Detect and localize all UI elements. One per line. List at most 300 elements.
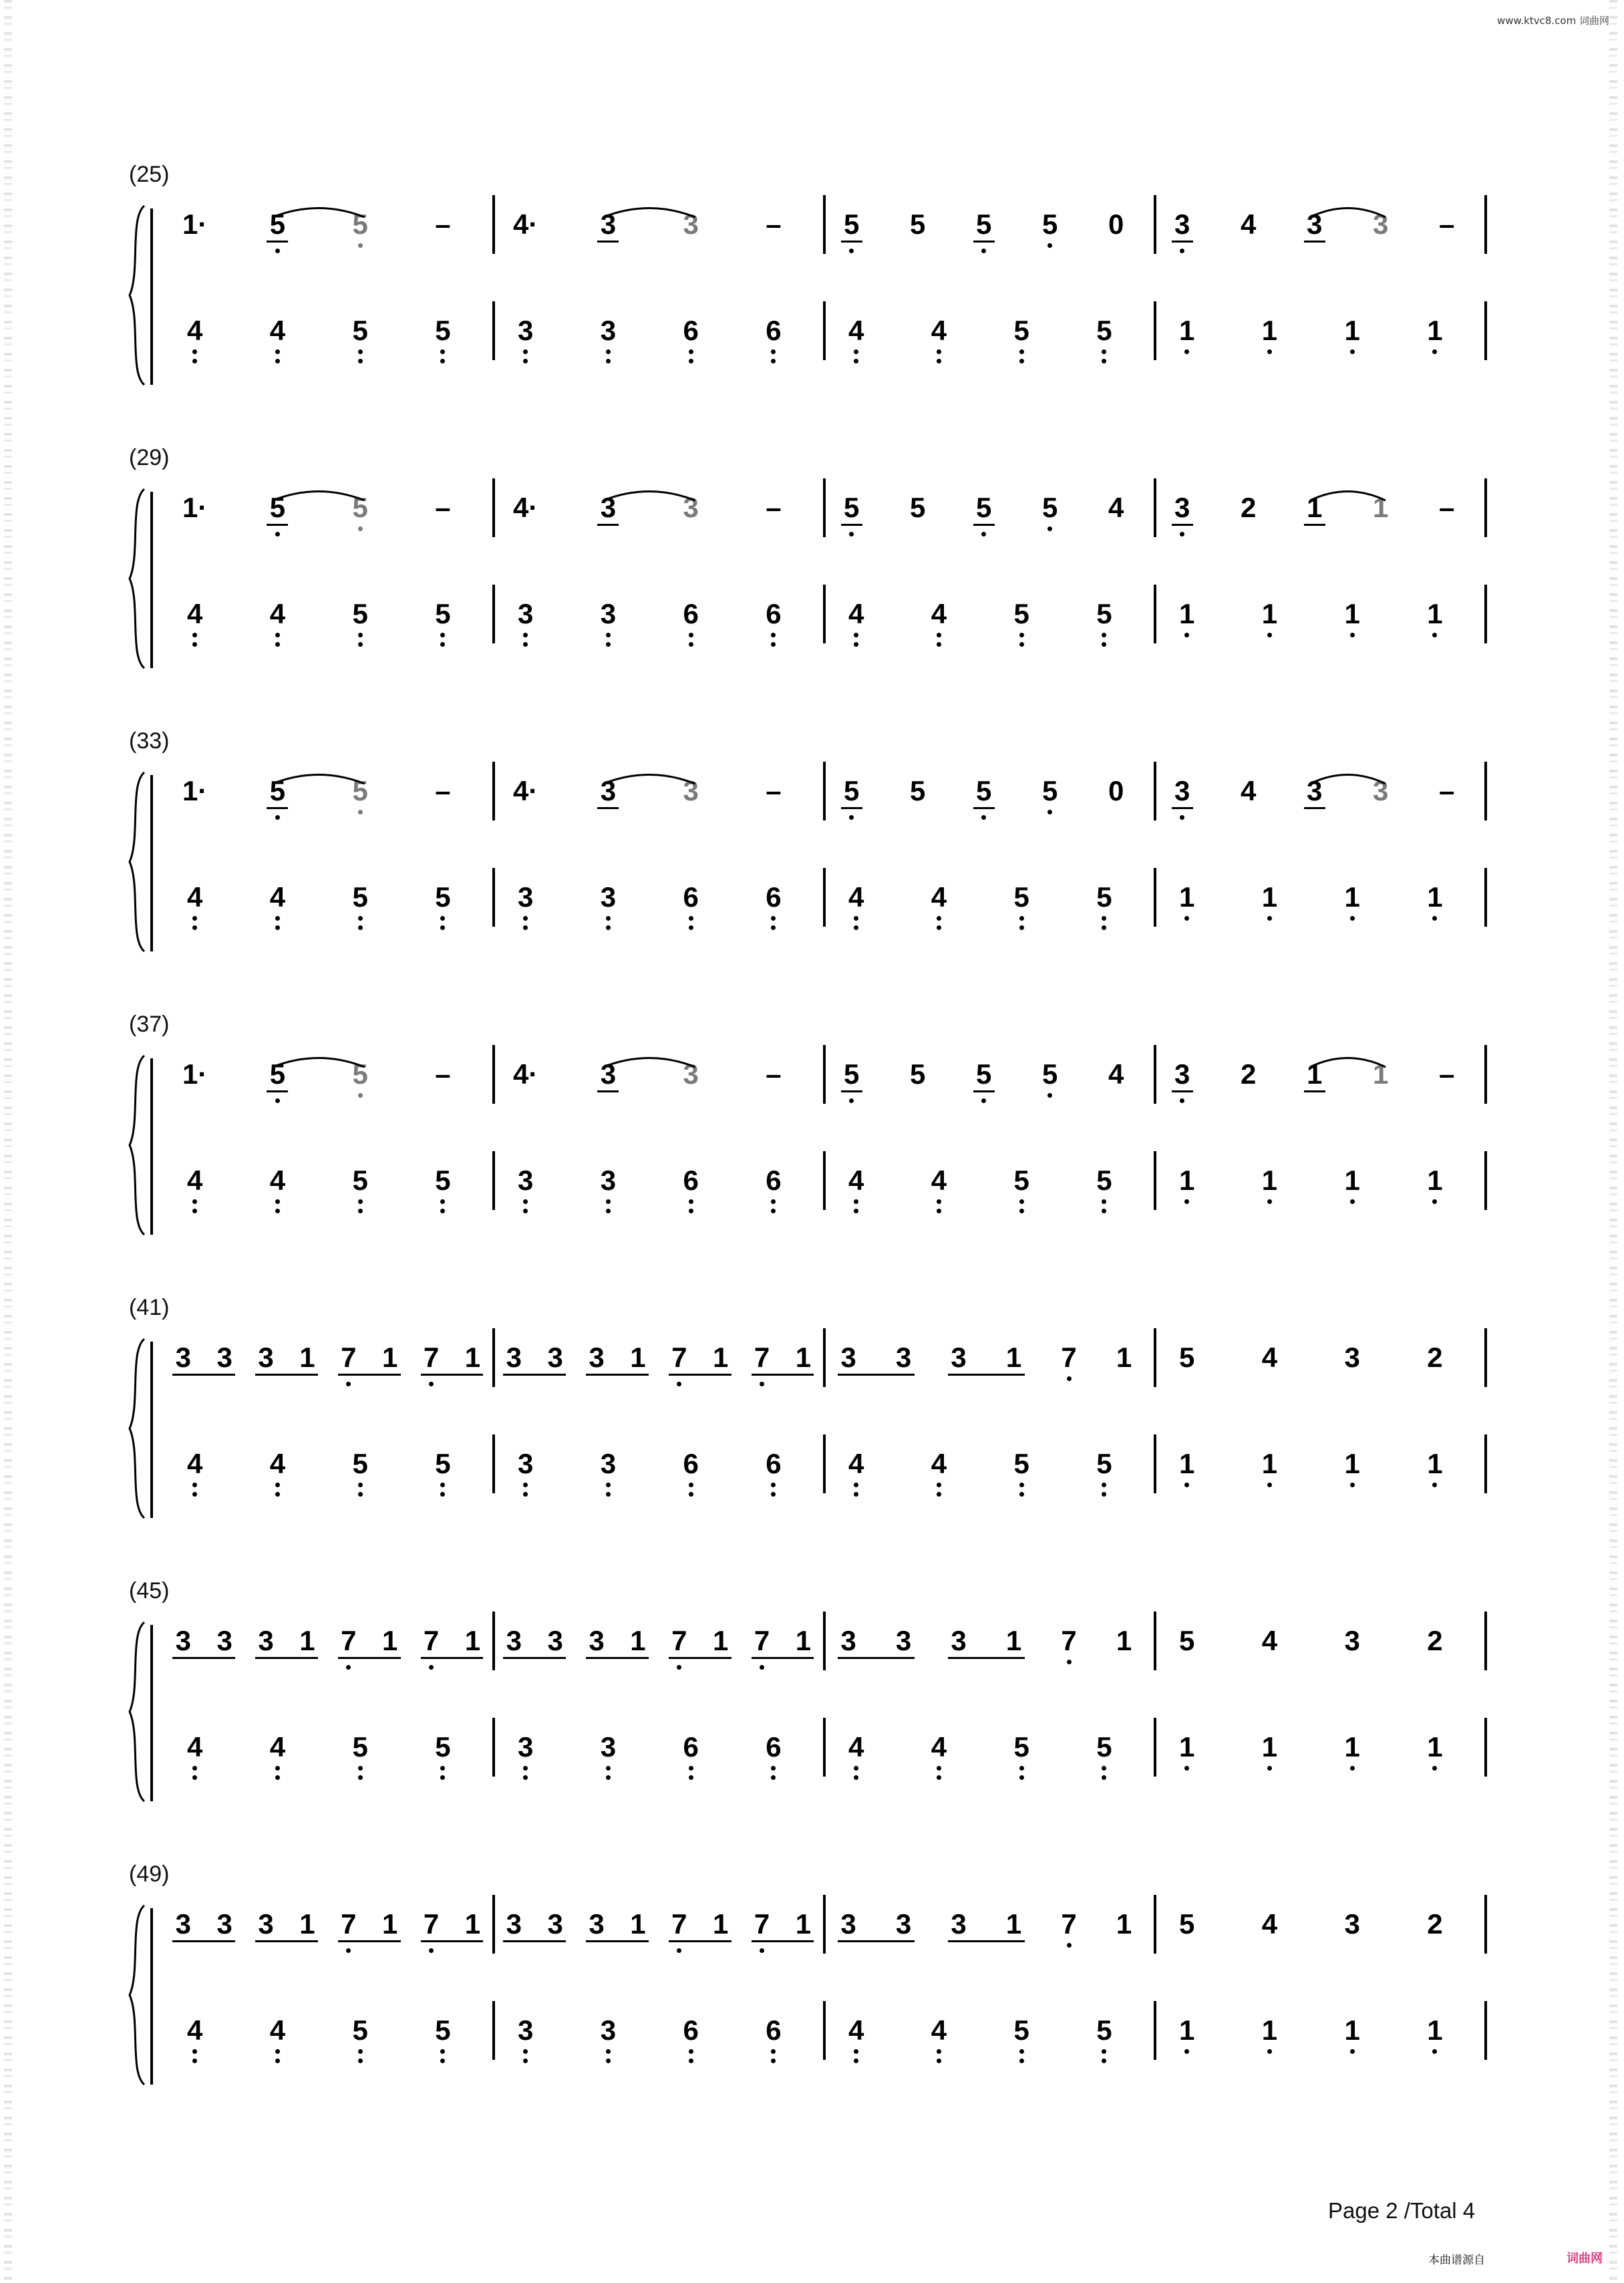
octave-dot [1184,916,1189,921]
bass-note: 1 [1178,1448,1195,1479]
treble-note: 2 [1427,1908,1443,1940]
octave-dot [192,925,197,930]
barline [1484,868,1487,927]
bass-note: 4 [848,315,864,346]
octave-dot [1432,349,1437,354]
bass-note: 1 [1427,881,1443,913]
treble-note: 1 [795,1342,812,1373]
bass-note: 1 [1427,1731,1443,1763]
octave-dot [440,1766,445,1771]
bass-note: 3 [600,2014,617,2046]
bass-note: 5 [1013,315,1029,346]
octave-dot [358,642,363,647]
octave-dot [1102,1199,1106,1204]
octave-dot [192,2049,197,2054]
bass-note: 1 [1427,1165,1443,1196]
octave-dot [192,1483,197,1487]
octave-dot [358,810,363,814]
octave-dot [1067,1376,1072,1381]
octave-dot [606,1483,611,1487]
treble-note: 3 [840,1625,856,1656]
octave-dot [689,925,693,930]
octave-dot [1019,2059,1024,2063]
octave-dot [771,1766,776,1771]
octave-dot [275,1775,280,1780]
octave-dot [606,359,611,363]
bass-note: 3 [517,1731,534,1763]
octave-dot [771,2049,776,2054]
barline [492,1328,495,1387]
octave-dot [523,1199,528,1204]
treble-note: 0 [1108,208,1124,240]
octave-dot [275,1766,280,1771]
octave-dot [440,1775,445,1780]
treble-note: 5 [352,492,368,523]
eighth-note-underline [503,1940,566,1942]
bass-note: 5 [1096,598,1112,629]
treble-note: 3 [1174,1058,1190,1090]
treble-note: 7 [1061,1908,1077,1940]
treble-note: 1· [182,775,208,806]
octave-dot [429,1948,434,1953]
octave-dot [192,1209,197,1213]
bass-note: 3 [517,1448,534,1479]
treble-note: 1 [1116,1625,1132,1656]
eighth-note-underline [973,1090,995,1092]
octave-dot [689,2049,693,2054]
barline [1154,1612,1156,1670]
barline [1484,1895,1487,1954]
treble-note: 5 [1178,1625,1195,1656]
octave-dot [1184,1766,1189,1771]
octave-dot [358,1093,363,1098]
barline [492,301,495,360]
treble-note: 7 [1061,1625,1077,1656]
barline [823,478,826,537]
treble-note: 5 [352,775,368,806]
tie-arc [271,203,367,219]
treble-note: 3 [216,1908,232,1940]
octave-dot [1102,349,1106,354]
octave-dot [937,1492,941,1497]
octave-dot [358,1209,363,1213]
eighth-note-underline [172,1657,235,1659]
octave-dot [981,1098,986,1103]
octave-dot [523,2049,528,2054]
barline [1154,478,1156,537]
octave-dot [1432,1483,1437,1487]
treble-note: – [435,492,451,523]
octave-dot [1019,349,1024,354]
bass-note: 5 [352,1731,368,1763]
octave-dot [689,1775,693,1780]
octave-dot [358,916,363,921]
octave-dot [606,925,611,930]
bass-note: 1 [1178,881,1195,913]
octave-dot [1102,1483,1106,1487]
treble-note: 5 [1042,208,1058,240]
bass-note: 4 [186,881,203,913]
octave-dot [1350,349,1355,354]
octave-dot [689,1492,693,1497]
octave-dot [1350,1199,1355,1204]
bass-note: 3 [600,315,617,346]
octave-dot [606,642,611,647]
octave-dot [440,2049,445,2054]
octave-dot [440,1199,445,1204]
bass-note: 5 [1013,881,1029,913]
bass-note: 1 [1427,2014,1443,2046]
bass-note: 6 [683,315,699,346]
bass-note: 6 [683,881,699,913]
eighth-note-underline [338,1374,401,1376]
treble-note: 5 [844,775,860,806]
octave-dot [523,633,528,637]
octave-dot [689,349,693,354]
treble-note: 1· [182,208,208,240]
treble-note: – [766,1058,782,1090]
system-start-barline [150,1625,153,1801]
treble-note: 1 [795,1908,812,1940]
treble-note: 7 [423,1342,440,1373]
octave-dot [440,2059,445,2063]
barline [492,868,495,927]
bass-note: 3 [517,2014,534,2046]
barline [1484,1328,1487,1387]
bass-note: 4 [848,598,864,629]
octave-dot [440,1483,445,1487]
octave-dot [1350,916,1355,921]
barline [1154,585,1156,643]
octave-dot [192,359,197,363]
eighth-note-underline [838,1374,915,1376]
tie-arc [601,203,697,219]
octave-dot [689,916,693,921]
octave-dot [1180,815,1184,820]
octave-dot [854,1209,858,1213]
octave-dot [192,1492,197,1497]
octave-dot [854,1775,858,1780]
octave-dot [1267,1483,1272,1487]
bass-note: 4 [848,1165,864,1196]
bass-note: 1 [1261,1165,1278,1196]
octave-dot [1019,1775,1024,1780]
octave-dot [1102,1775,1106,1780]
octave-dot [1102,1766,1106,1771]
treble-note: 1 [630,1342,646,1373]
barline [823,1045,826,1104]
octave-dot [1184,2049,1189,2054]
octave-dot [523,359,528,363]
octave-dot [523,1775,528,1780]
octave-dot [849,815,854,820]
octave-dot [854,2059,858,2063]
treble-note: 3 [547,1342,563,1373]
treble-note: 5 [352,208,368,240]
treble-note: – [766,208,782,240]
barline [492,1434,495,1493]
bass-note: 5 [1013,1165,1029,1196]
barline [1154,195,1156,254]
octave-dot [275,2059,280,2063]
octave-dot [606,2049,611,2054]
treble-note: 7 [671,1908,687,1940]
bass-note: 6 [683,1165,699,1196]
treble-note: 3 [506,1908,522,1940]
eighth-note-underline [669,1657,732,1659]
octave-dot [523,925,528,930]
octave-dot [771,349,776,354]
bass-note: 4 [848,1731,864,1763]
octave-dot [937,925,941,930]
bass-note: 6 [683,2014,699,2046]
eighth-note-underline [1304,241,1325,243]
octave-dot [358,1492,363,1497]
treble-note: 5 [844,208,860,240]
treble-note: 5 [1178,1342,1195,1373]
octave-dot [440,633,445,637]
treble-note: 2 [1241,492,1257,523]
bass-note: 3 [517,1165,534,1196]
treble-note: 4 [1108,492,1124,523]
octave-dot [854,1766,858,1771]
system-brace [126,1338,148,1519]
barline [1484,1612,1487,1670]
eighth-note-underline [597,524,619,526]
treble-note: 1 [464,1908,481,1940]
barline [492,1718,495,1777]
treble-note: 7 [671,1342,687,1373]
treble-note: 3 [1373,775,1389,806]
treble-note: 4 [1241,775,1257,806]
treble-note: 3 [951,1625,967,1656]
treble-note: 4· [512,775,538,806]
bass-note: 5 [435,2014,451,2046]
octave-dot [1047,243,1052,248]
bass-note: 1 [1344,1165,1360,1196]
treble-note: 7 [754,1908,770,1940]
bass-note: 4 [269,598,286,629]
octave-dot [606,349,611,354]
octave-dot [358,526,363,531]
system-start-barline [150,1058,153,1235]
eighth-note-underline [1172,524,1193,526]
system-start-barline [150,1342,153,1518]
bass-note: 1 [1178,1731,1195,1763]
barline [1154,1434,1156,1493]
octave-dot [275,1199,280,1204]
treble-note: 3 [1307,775,1323,806]
bass-note: 4 [186,1448,203,1479]
treble-note: 1 [1005,1908,1022,1940]
treble-note: 1 [382,1342,398,1373]
system-brace [126,771,148,953]
treble-note: 3 [840,1342,856,1373]
treble-note: 1 [713,1908,729,1940]
octave-dot [1102,642,1106,647]
treble-note: – [435,1058,451,1090]
barline [823,1718,826,1777]
treble-note: 1 [630,1625,646,1656]
octave-dot [275,2049,280,2054]
treble-note: 3 [506,1342,522,1373]
octave-dot [771,1209,776,1213]
score-system [0,1295,1624,1546]
barline [823,1328,826,1387]
eighth-note-underline [752,1940,814,1942]
octave-dot [1019,359,1024,363]
bass-note: 1 [1261,315,1278,346]
octave-dot [1350,1483,1355,1487]
octave-dot [689,633,693,637]
bass-note: 1 [1178,2014,1195,2046]
octave-dot [937,1775,941,1780]
eighth-note-underline [255,1940,318,1942]
score-system [0,1012,1624,1263]
treble-note: 7 [754,1342,770,1373]
barline [492,1151,495,1210]
octave-dot [1019,925,1024,930]
octave-dot [275,359,280,363]
octave-dot [1019,642,1024,647]
octave-dot [1019,1492,1024,1497]
system-brace [126,1054,148,1236]
treble-note: 3 [1174,775,1190,806]
barline [823,868,826,927]
octave-dot [937,1766,941,1771]
treble-note: 1· [182,492,208,523]
treble-note: 1 [1005,1625,1022,1656]
treble-note: 1 [1373,492,1389,523]
treble-note: – [1439,208,1455,240]
bass-note: 1 [1427,1448,1443,1479]
octave-dot [689,1766,693,1771]
bass-note: 4 [269,2014,286,2046]
eighth-note-underline [421,1657,484,1659]
treble-note: 2 [1427,1625,1443,1656]
treble-note: 3 [951,1908,967,1940]
octave-dot [192,642,197,647]
bass-note: 4 [269,315,286,346]
treble-note: 7 [341,1342,357,1373]
eighth-note-underline [948,1374,1025,1376]
barline [1154,1328,1156,1387]
treble-note: 3 [589,1908,605,1940]
bass-note: 4 [931,881,947,913]
bass-note: 3 [600,1165,617,1196]
bass-note: 4 [186,315,203,346]
treble-note: 1· [182,1058,208,1090]
octave-dot [771,642,776,647]
octave-dot [440,925,445,930]
octave-dot [440,642,445,647]
octave-dot [1019,1199,1024,1204]
treble-note: 1 [1307,492,1323,523]
treble-note: 4 [1261,1908,1278,1940]
bass-note: 1 [1344,881,1360,913]
octave-dot [937,1199,941,1204]
octave-dot [1267,2049,1272,2054]
octave-dot [981,532,986,537]
treble-note: 3 [895,1625,912,1656]
system-brace [126,1621,148,1803]
octave-dot [1047,810,1052,814]
bass-note: 1 [1427,598,1443,629]
bass-note: 1 [1261,1448,1278,1479]
treble-note: 3 [1373,208,1389,240]
treble-note: – [1439,775,1455,806]
barline [1484,301,1487,360]
treble-note: 5 [1042,775,1058,806]
barline [823,585,826,643]
eighth-note-underline [1172,1090,1193,1092]
system-start-barline [150,208,153,385]
measure-number: (45) [129,1578,170,1604]
octave-dot [854,1199,858,1204]
octave-dot [275,815,280,820]
treble-note: 3 [258,1908,274,1940]
barline [823,195,826,254]
eighth-note-underline [421,1374,484,1376]
octave-dot [1102,633,1106,637]
treble-note: 5 [910,775,926,806]
octave-dot [1102,359,1106,363]
octave-dot [677,1382,681,1386]
octave-dot [429,1665,434,1670]
bass-note: 6 [766,1448,782,1479]
treble-note: 1 [299,1625,315,1656]
bass-note: 3 [600,598,617,629]
octave-dot [854,633,858,637]
eighth-note-underline [973,807,995,809]
barline [492,478,495,537]
treble-note: 3 [1344,1342,1360,1373]
octave-dot [689,1209,693,1213]
octave-dot [854,1483,858,1487]
treble-note: 3 [1344,1625,1360,1656]
treble-note: 2 [1241,1058,1257,1090]
eighth-note-underline [255,1657,318,1659]
bass-note: 4 [931,598,947,629]
barline [1484,2001,1487,2060]
treble-note: 5 [976,492,992,523]
treble-note: 3 [216,1342,232,1373]
treble-note: 5 [352,1058,368,1090]
treble-note: 7 [1061,1342,1077,1373]
octave-dot [429,1382,434,1386]
octave-dot [523,1492,528,1497]
octave-dot [937,916,941,921]
tie-arc [271,1053,367,1069]
octave-dot [440,1209,445,1213]
octave-dot [771,2059,776,2063]
octave-dot [192,2059,197,2063]
system-start-barline [150,775,153,951]
tie-arc [1308,203,1388,219]
octave-dot [346,1665,351,1670]
bass-note: 5 [1013,598,1029,629]
treble-note: 2 [1427,1342,1443,1373]
treble-note: 5 [1042,492,1058,523]
eighth-note-underline [267,241,288,243]
octave-dot [192,633,197,637]
octave-dot [275,249,280,253]
bass-note: 6 [766,598,782,629]
eighth-note-underline [669,1374,732,1376]
bass-note: 6 [683,1731,699,1763]
bass-note: 1 [1344,315,1360,346]
bass-note: 5 [1096,1731,1112,1763]
